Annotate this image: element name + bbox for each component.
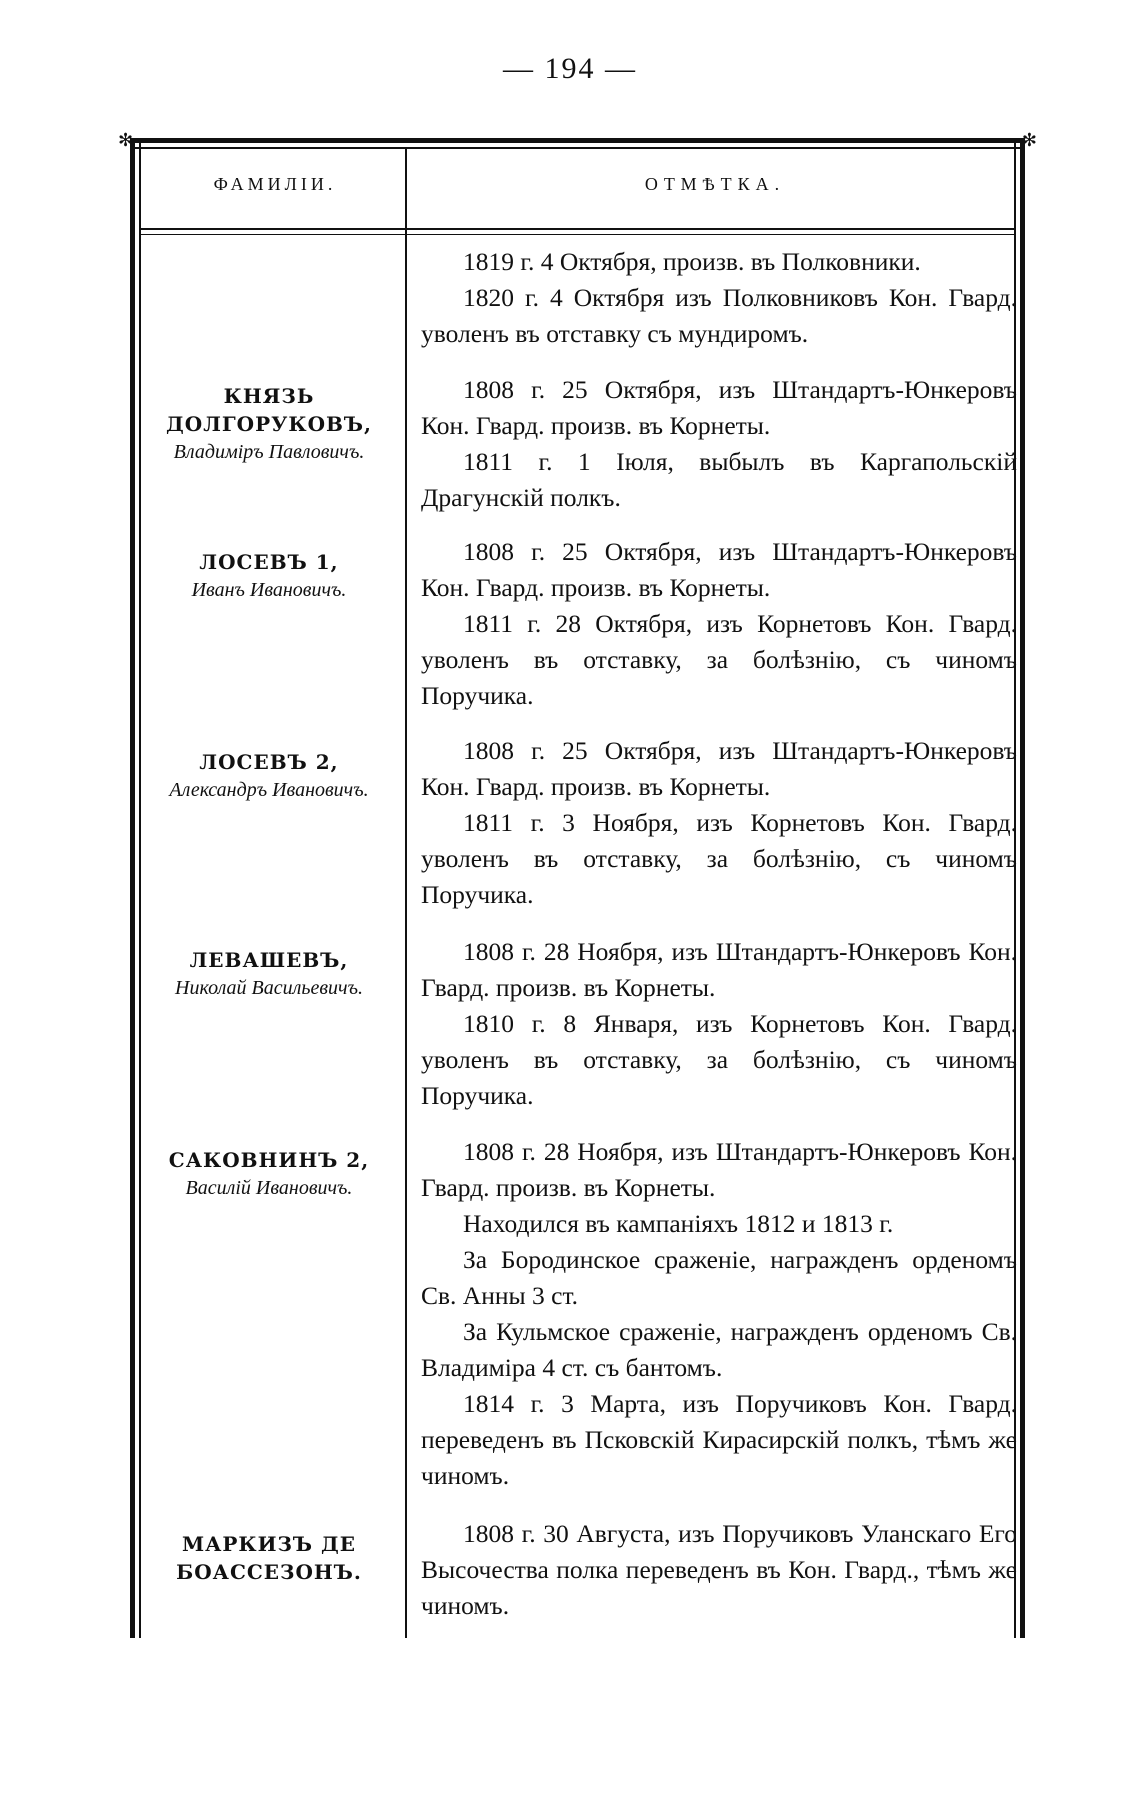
header-rule	[141, 228, 1014, 230]
notes-cell	[421, 934, 1017, 1114]
top-rule	[130, 138, 1025, 143]
note-entry: 1808 г. 25 Октября, изъ Штандартъ-Юнкеровъ Кон. Гвард. произв. въ Корнеты.	[421, 375, 1017, 440]
given-name: Александръ Ивановичъ.	[169, 779, 369, 801]
right-border	[1020, 138, 1025, 1638]
note-entry: 1808 г. 25 Октября, изъ Штандартъ-Юнкеровъ Кон. Гвард. произв. въ Корнеты.	[421, 736, 1017, 801]
given-name: Василій Ивановичъ.	[185, 1177, 353, 1199]
name-cell	[140, 1146, 398, 1202]
note-entry: 1810 г. 8 Января, изъ Корнетовъ Кон. Гвард. уволенъ въ отставку, за болѣзнію, съ чиномъ Поручика.	[421, 1009, 1017, 1110]
name-cell	[140, 748, 398, 804]
surname: ЛОСЕВЪ 2,	[199, 750, 339, 774]
note-entry: 1808 г. 28 Ноября, изъ Штандартъ-Юнкеровъ Кон. Гвард. произв. въ Корнеты.	[421, 937, 1017, 1002]
surname: КНЯЗЬ ДОЛГОРУКОВЪ,	[165, 384, 372, 436]
notes-cell	[421, 534, 1017, 714]
left-border-thin	[139, 138, 141, 1638]
note-entry: 1820 г. 4 Октября изъ Полковниковъ Кон. Гвард. уволенъ въ отставку съ мундиромъ.	[421, 283, 1017, 348]
note-entry: За Кульмское сраженіе, награжденъ орденомъ Св. Владиміра 4 ст. съ бантомъ.	[421, 1317, 1017, 1382]
notes-cell	[421, 733, 1017, 913]
given-name: Владиміръ Павловичъ.	[173, 441, 365, 463]
surname: САКОВНИНЪ 2,	[168, 1148, 370, 1172]
page-number: — 194 —	[503, 52, 637, 85]
name-cell	[140, 548, 398, 604]
name-cell	[140, 382, 398, 466]
surname: ЛЕВАШЕВЪ,	[189, 948, 349, 972]
notes-cell	[421, 372, 1017, 516]
given-name: Николай Васильевичъ.	[175, 977, 363, 999]
name-cell	[140, 1530, 398, 1586]
header-rule-thin	[141, 234, 1014, 235]
column-header-notes: ОТМѢТКА.	[644, 174, 786, 194]
note-entry: 1808 г. 25 Октября, изъ Штандартъ-Юнкеровъ Кон. Гвард. произв. въ Корнеты.	[421, 537, 1017, 602]
notes-cell	[421, 1516, 1017, 1624]
name-cell	[140, 946, 398, 1002]
column-header-names: ФАМИЛІИ.	[213, 174, 337, 194]
note-entry: 1811 г. 28 Октября, изъ Корнетовъ Кон. Гвард. уволенъ въ отставку, за болѣзнію, съ чиномъ Поручика.	[421, 609, 1017, 710]
note-entry: 1811 г. 3 Ноября, изъ Корнетовъ Кон. Гвард. уволенъ въ отставку, за болѣзнію, съ чиномъ Поручика.	[421, 808, 1017, 909]
note-entry: 1808 г. 28 Ноября, изъ Штандартъ-Юнкеровъ Кон. Гвард. произв. въ Корнеты.	[421, 1137, 1017, 1202]
note-entry: Находился въ кампаніяхъ 1812 и 1813 г.	[463, 1209, 894, 1238]
column-divider	[405, 149, 407, 1638]
note-entry: 1814 г. 3 Марта, изъ Поручиковъ Кон. Гвард. переведенъ въ Псковскій Кирасирскій полкъ, тѣмъ же чиномъ.	[421, 1389, 1017, 1490]
note-entry: 1811 г. 1 Іюля, выбылъ въ Каргапольскій Драгунскій полкъ.	[421, 447, 1017, 512]
top-rule-thin	[130, 147, 1025, 149]
surname: МАРКИЗЪ ДЕ БОАССЕЗОНЪ.	[176, 1532, 362, 1584]
notes-cell	[421, 1134, 1017, 1494]
left-border	[130, 138, 135, 1638]
corner-ornament-icon: ✻	[1021, 130, 1037, 151]
corner-ornament-icon: ✻	[118, 130, 134, 151]
notes-cell	[421, 244, 1017, 352]
given-name: Иванъ Ивановичъ.	[191, 579, 347, 601]
surname: ЛОСЕВЪ 1,	[199, 550, 339, 574]
note-entry: 1819 г. 4 Октября, произв. въ Полковники.	[463, 247, 921, 276]
note-entry: 1808 г. 30 Августа, изъ Поручиковъ Уланскаго Его Высочества полка переведенъ въ Кон. Гвард., тѣмъ же чиномъ.	[421, 1519, 1017, 1620]
note-entry: За Бородинское сраженіе, награжденъ орденомъ Св. Анны 3 ст.	[421, 1245, 1017, 1310]
